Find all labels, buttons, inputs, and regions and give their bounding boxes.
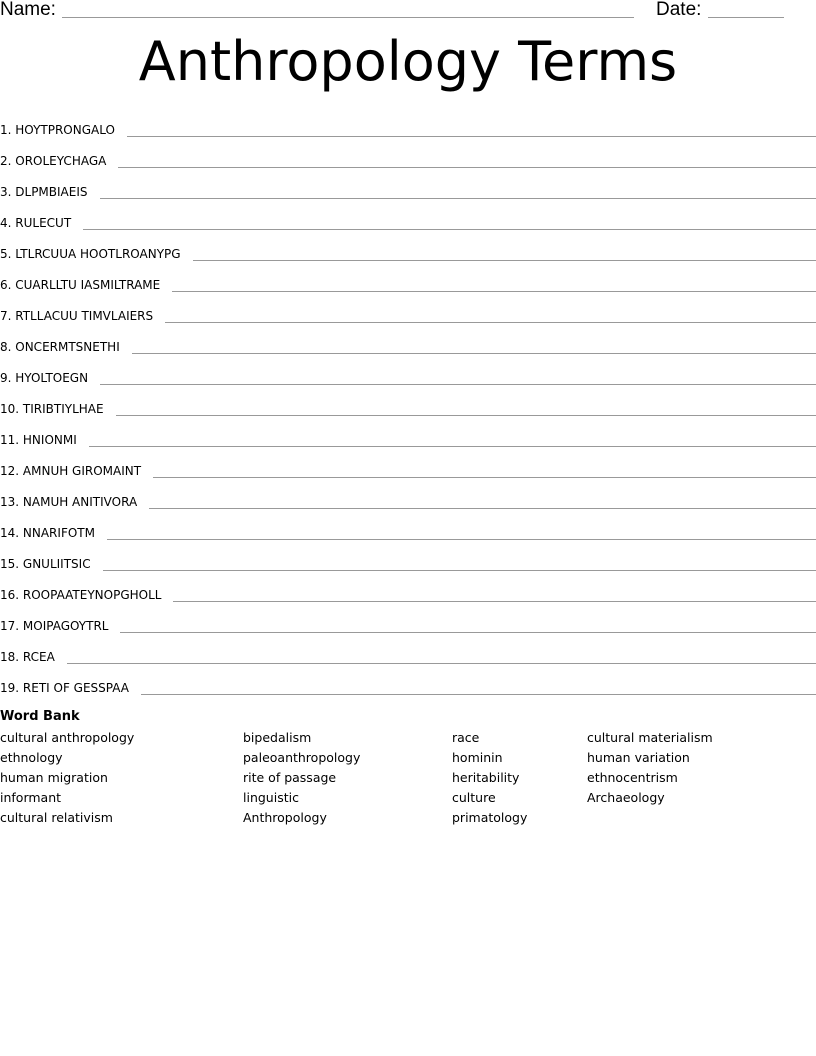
question-row: [0, 515, 816, 546]
word-bank-item: human variation: [587, 750, 690, 765]
question-label: 12. AMNUH GIROMAINT: [0, 464, 142, 478]
word-bank-item: informant: [0, 790, 62, 805]
name-label: Name:: [0, 0, 56, 20]
date-field-line[interactable]: [708, 17, 784, 18]
word-bank-column: [0, 728, 134, 828]
word-bank-item: ethnocentrism: [587, 770, 678, 785]
word-bank-item: rite of passage: [243, 770, 337, 785]
word-bank-item: paleoanthropology: [243, 750, 361, 765]
question-label: 8. ONCERMTSNETHI: [0, 340, 120, 354]
word-bank: [0, 708, 816, 828]
word-bank-item: heritability: [452, 770, 520, 785]
question-label: 9. HYOLTOEGN: [0, 371, 89, 385]
answer-line[interactable]: [67, 662, 816, 664]
answer-line[interactable]: [165, 321, 816, 323]
word-bank-column: [452, 728, 527, 828]
answer-line[interactable]: [193, 259, 816, 261]
answer-line[interactable]: [132, 352, 816, 354]
question-label: 15. GNULIITSIC: [0, 557, 91, 571]
answer-line[interactable]: [153, 476, 816, 478]
word-bank-title: Word Bank: [0, 709, 80, 724]
question-row: [0, 267, 816, 298]
word-bank-column: [243, 728, 360, 828]
word-bank-item: cultural relativism: [0, 810, 113, 825]
date-label: Date:: [656, 0, 702, 20]
question-label: 3. DLPMBIAEIS: [0, 185, 88, 199]
question-row: [0, 422, 816, 453]
answer-line[interactable]: [107, 538, 816, 540]
scrambled-word-list: [0, 112, 816, 701]
answer-line[interactable]: [103, 569, 816, 571]
question-label: 19. RETI OF GESSPAA: [0, 681, 129, 695]
question-row: [0, 298, 816, 329]
question-row: [0, 174, 816, 205]
question-row: [0, 484, 816, 515]
answer-line[interactable]: [116, 414, 816, 416]
word-bank-item: linguistic: [243, 790, 299, 805]
answer-line[interactable]: [172, 290, 816, 292]
question-row: [0, 236, 816, 267]
question-row: [0, 577, 816, 608]
question-label: 1. HOYTPRONGALO: [0, 123, 115, 137]
answer-line[interactable]: [100, 197, 816, 199]
word-bank-item: cultural anthropology: [0, 730, 135, 745]
question-row: [0, 608, 816, 639]
word-bank-item: ethnology: [0, 750, 63, 765]
question-row: [0, 670, 816, 701]
word-bank-item: race: [452, 730, 480, 745]
name-field-line[interactable]: [62, 17, 634, 18]
question-row: [0, 205, 816, 236]
answer-line[interactable]: [149, 507, 816, 509]
word-bank-item: cultural materialism: [587, 730, 713, 745]
worksheet-header: [0, 0, 816, 22]
question-label: 6. CUARLLTU IASMILTRAME: [0, 278, 161, 292]
word-bank-grid: [0, 728, 816, 828]
question-row: [0, 639, 816, 670]
answer-line[interactable]: [89, 445, 816, 447]
question-row: [0, 453, 816, 484]
word-bank-column: [587, 728, 713, 808]
question-label: 17. MOIPAGOYTRL: [0, 619, 109, 633]
question-label: 2. OROLEYCHAGA: [0, 154, 107, 168]
question-label: 16. ROOPAATEYNOPGHOLL: [0, 588, 162, 602]
word-bank-item: primatology: [452, 810, 528, 825]
question-row: [0, 143, 816, 174]
word-bank-item: hominin: [452, 750, 503, 765]
answer-line[interactable]: [100, 383, 816, 385]
answer-line[interactable]: [127, 135, 816, 137]
word-bank-item: culture: [452, 790, 496, 805]
answer-line[interactable]: [83, 228, 816, 230]
question-label: 11. HNIONMI: [0, 433, 77, 447]
question-label: 4. RULECUT: [0, 216, 72, 230]
word-bank-item: bipedalism: [243, 730, 312, 745]
question-row: [0, 391, 816, 422]
question-row: [0, 546, 816, 577]
question-row: [0, 112, 816, 143]
answer-line[interactable]: [173, 600, 816, 602]
answer-line[interactable]: [141, 693, 816, 695]
question-label: 14. NNARIFOTM: [0, 526, 95, 540]
question-row: [0, 360, 816, 391]
question-label: 18. RCEA: [0, 650, 55, 664]
question-label: 10. TIRIBTIYLHAE: [0, 402, 104, 416]
question-label: 5. LTLRCUUA HOOTLROANYPG: [0, 247, 181, 261]
question-row: [0, 329, 816, 360]
word-bank-item: Anthropology: [243, 810, 327, 825]
answer-line[interactable]: [118, 166, 816, 168]
answer-line[interactable]: [120, 631, 816, 633]
worksheet-title: Anthropology Terms: [138, 30, 678, 93]
question-label: 7. RTLLACUU TIMVLAIERS: [0, 309, 154, 323]
question-label: 13. NAMUH ANITIVORA: [0, 495, 138, 509]
word-bank-item: human migration: [0, 770, 108, 785]
word-bank-item: Archaeology: [587, 790, 665, 805]
